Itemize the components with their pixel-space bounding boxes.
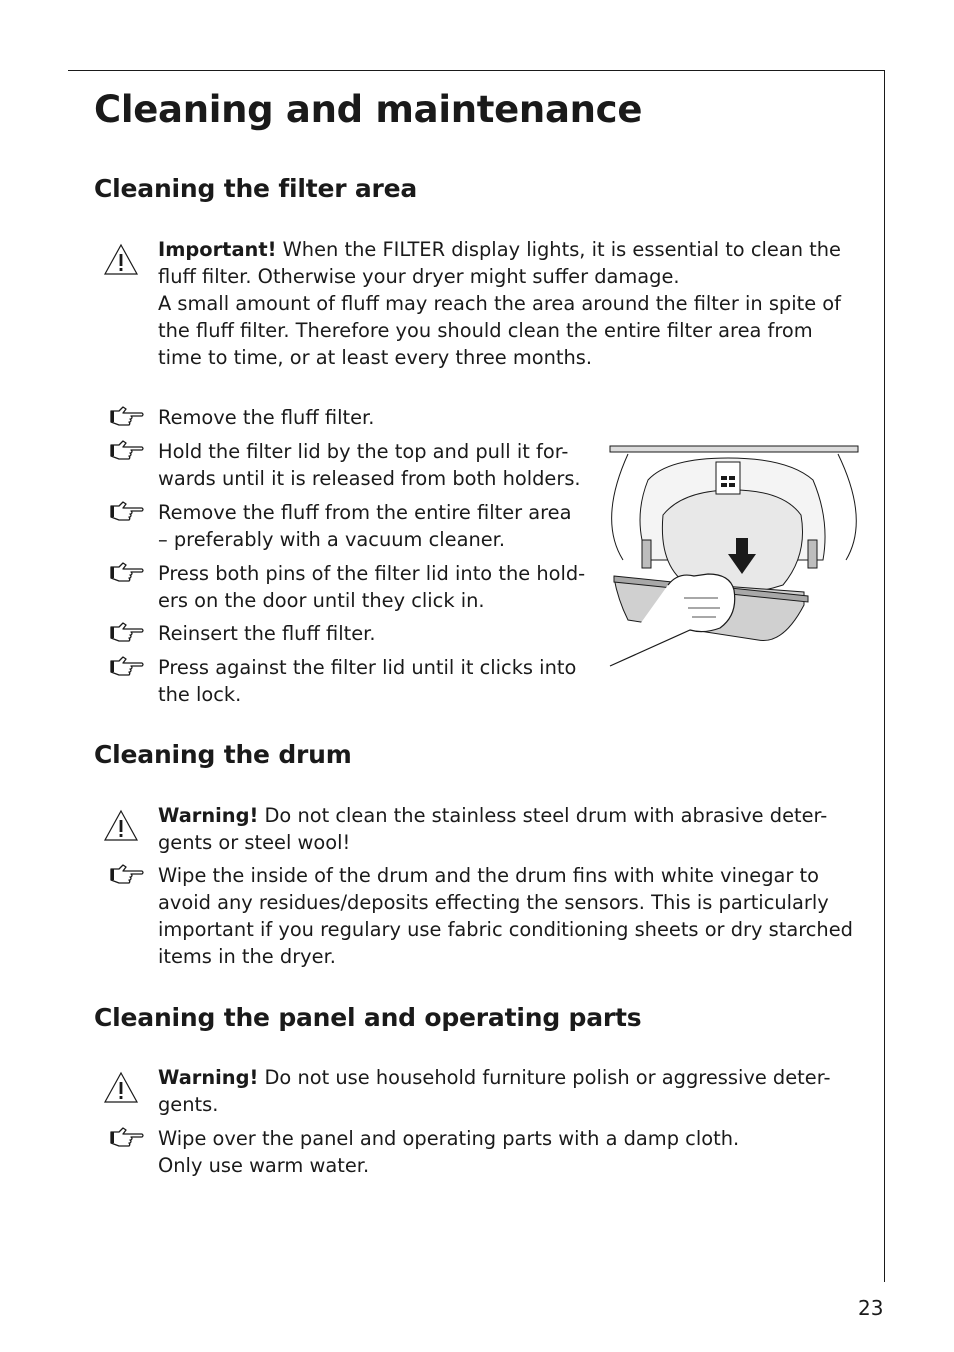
drum-warning-text: Do not clean the stainless steel drum with abrasive deter- gents or steel wool! [158, 804, 828, 854]
panel-step-1: Wipe over the panel and operating parts with a damp cloth. Only use warm water. [158, 1127, 740, 1177]
filter-lid-illustration [608, 440, 860, 668]
section-heading-drum: Cleaning the drum [94, 740, 352, 769]
right-rule [884, 70, 885, 1282]
filter-step-5: Reinsert the fluff filter. [158, 622, 376, 645]
pointing-hand-icon [109, 439, 145, 461]
drum-step-1: Wipe the inside of the drum and the drum fins with white vinegar to avoid any residues/deposits effecting the sensors. This is particularly important if you regulary use fabric conditioning sheets or dry starched items in the dryer. [158, 864, 853, 968]
pointing-hand-icon [109, 1126, 145, 1148]
warning-triangle-icon [103, 243, 139, 276]
pointing-hand-icon [109, 863, 145, 885]
pointing-hand-icon [109, 561, 145, 583]
pointing-hand-icon [109, 655, 145, 677]
pointing-hand-icon [109, 500, 145, 522]
panel-warning-note [158, 1064, 858, 1118]
drum-warning-note [158, 802, 858, 856]
section-heading-panel: Cleaning the panel and operating parts [94, 1003, 642, 1032]
pointing-hand-icon [109, 621, 145, 643]
top-rule [68, 70, 885, 71]
filter-step-4: Press both pins of the filter lid into the hold- ers on the door until they click in. [158, 562, 586, 612]
panel-warning-label: Warning! [158, 1066, 259, 1089]
warning-triangle-icon [103, 1071, 139, 1104]
important-text: When the FILTER display lights, it is essential to clean the fluff filter. Otherwise your dryer might suffer damage. [158, 238, 841, 288]
important-note [158, 236, 858, 371]
page-number: 23 [858, 1296, 884, 1320]
filter-step-6: Press against the filter lid until it clicks into the lock. [158, 656, 577, 706]
warning-triangle-icon [103, 809, 139, 842]
panel-warning-text: Do not use household furniture polish or aggressive deter- gents. [158, 1066, 831, 1116]
section-heading-filter: Cleaning the filter area [94, 174, 418, 203]
drum-warning-label: Warning! [158, 804, 259, 827]
important-label: Important! [158, 238, 277, 261]
page-title: Cleaning and maintenance [94, 88, 643, 131]
pointing-hand-icon [109, 405, 145, 427]
filter-step-2: Hold the filter lid by the top and pull it for- wards until it is released from both holders. [158, 440, 581, 490]
filter-step-1: Remove the fluff filter. [158, 406, 375, 429]
filter-step-3: Remove the fluff from the entire filter area – preferably with a vacuum cleaner. [158, 501, 572, 551]
important-text-2: A small amount of fluff may reach the area around the filter in spite of the fluff filter. Therefore you should clean the entire filter area from time to time, or at least every three months. [158, 292, 841, 369]
